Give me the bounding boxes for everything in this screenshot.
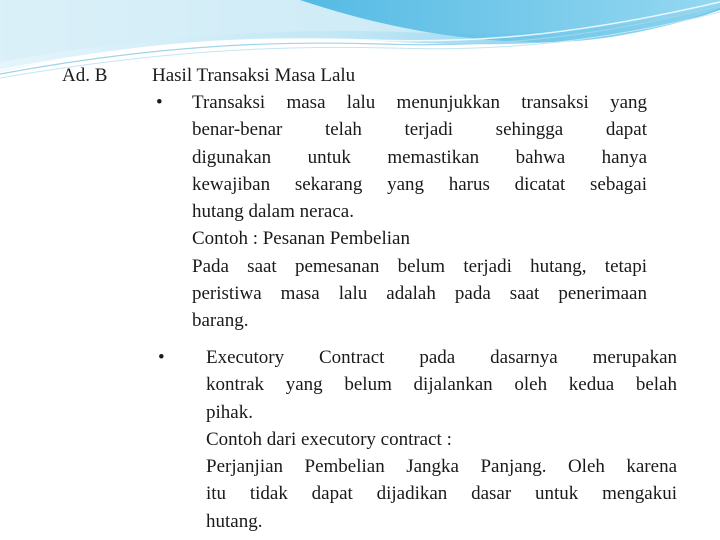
section-label: Ad. B: [62, 65, 108, 86]
bullet-line: kewajiban sekarang yang harus dicatat sebagai: [192, 173, 647, 195]
bullet-line: Perjanjian Pembelian Jangka Panjang. Oleh karena: [206, 456, 677, 478]
bullet-line: Transaksi masa lalu menunjukkan transaksi yang: [192, 92, 647, 113]
bullet-line: kontrak yang belum dijalankan oleh kedua belah: [206, 374, 677, 396]
bullet-line: peristiwa masa lalu adalah pada saat penerimaan: [192, 283, 647, 305]
bullet-line: digunakan untuk memastikan bahwa hanya: [192, 146, 647, 168]
bullet-line: itu tidak dapat dijadikan dasar untuk mengakui: [206, 483, 677, 505]
bullet-line: Contoh dari executory contract :: [206, 428, 452, 450]
bullet-line: Contoh : Pesanan Pembelian: [192, 228, 410, 250]
bullet-line: Pada saat pemesanan belum terjadi hutang, tetapi: [192, 255, 647, 277]
slide-title: Hasil Transaksi Masa Lalu: [152, 65, 356, 86]
bullet-past-transactions: [156, 89, 647, 335]
bullet-dot: •: [156, 92, 163, 113]
bullet-line: pihak.: [206, 401, 253, 423]
bullet-line: barang.: [192, 310, 249, 332]
bullet-line: hutang dalam neraca.: [192, 201, 354, 223]
bullet-line: benar-benar telah terjadi sehingga dapat: [192, 119, 647, 141]
decorative-wave-banner: [0, 0, 720, 90]
bullet-executory-contract: [158, 344, 677, 535]
bullet-line: Executory Contract pada dasarnya merupakan: [206, 347, 677, 368]
bullet-dot: •: [158, 347, 165, 368]
bullet-line: hutang.: [206, 510, 263, 532]
